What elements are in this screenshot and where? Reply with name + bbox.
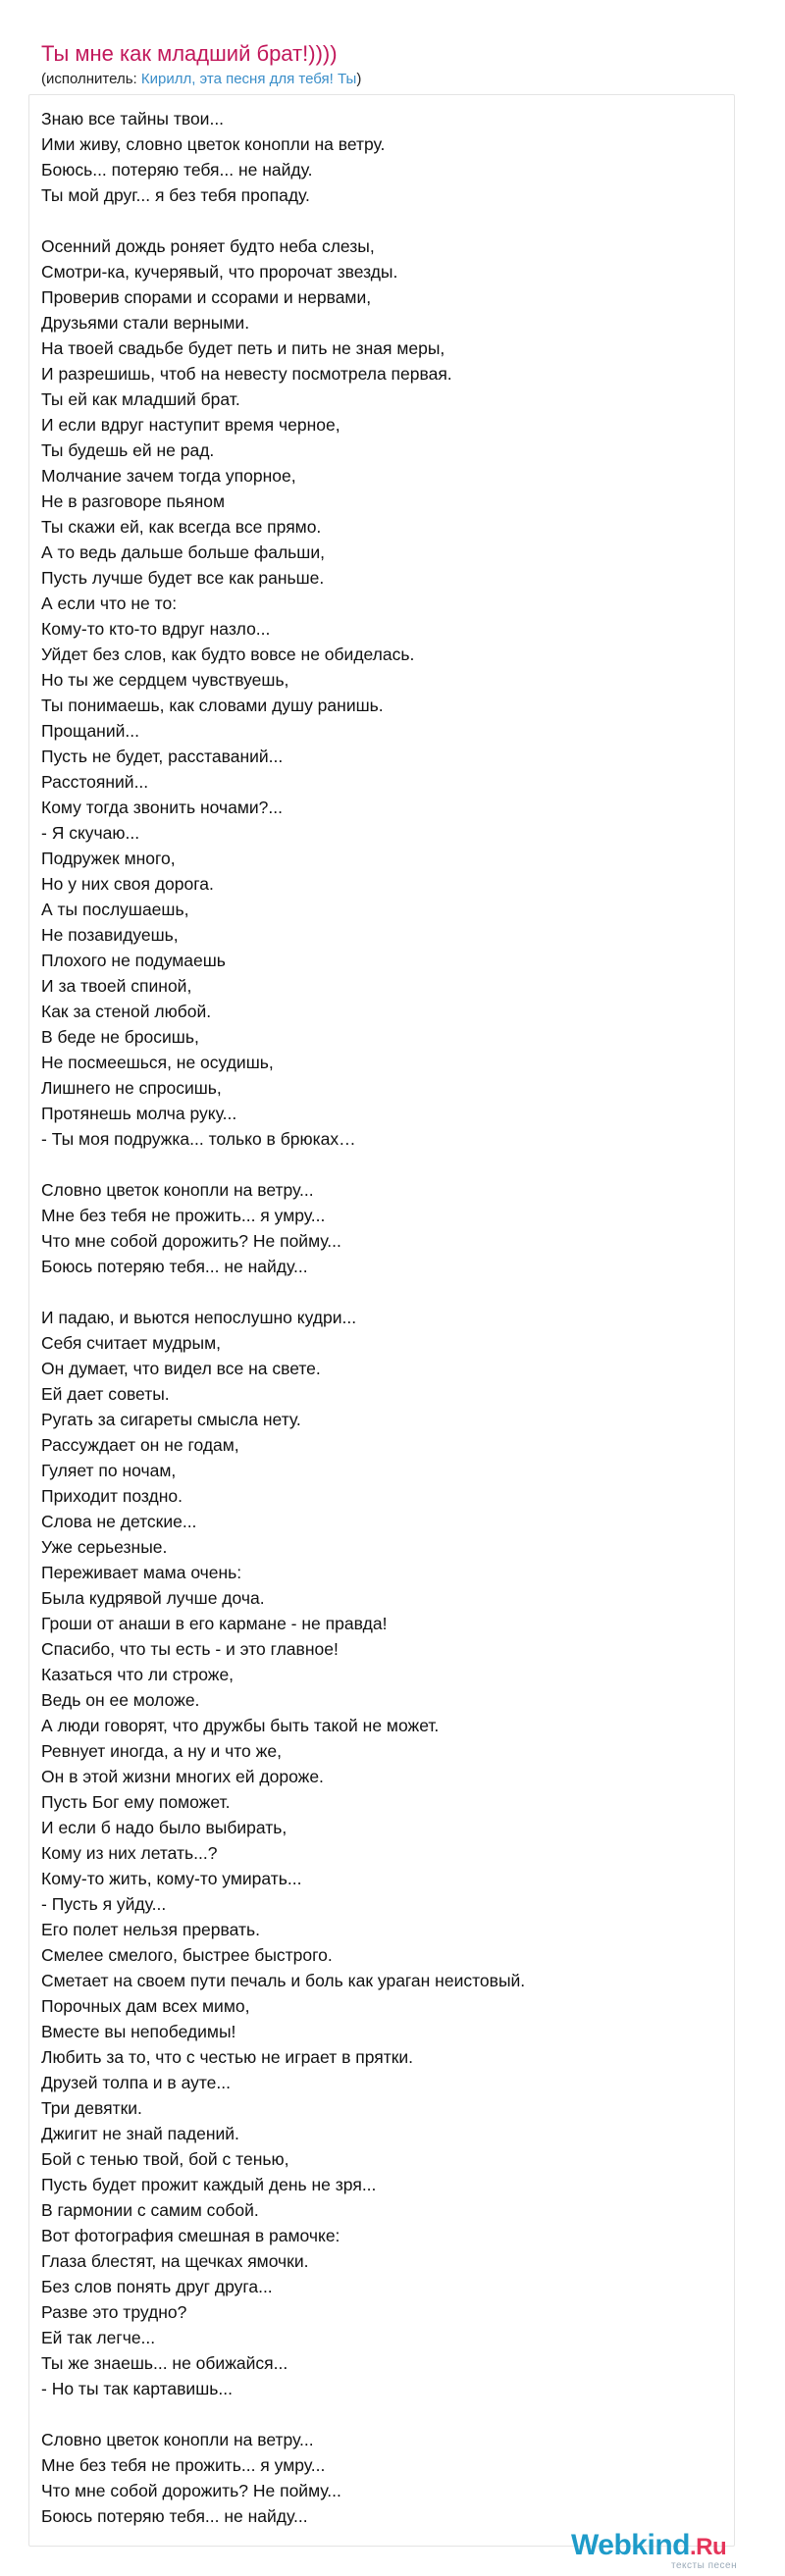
byline-suffix: ) [356,71,362,87]
logo-ru-text: .Ru [689,2534,727,2560]
byline-prefix: (исполнитель: [41,71,141,87]
lyrics-text: Знаю все тайны твои... Ими живу, словно цветок конопли на ветру. Боюсь... потеряю тебя... не найду. Ты мой друг... я без тебя пропаду. Осенний дождь роняет будто неба слезы, Смотри-ка, кучерявый, что пророчат звезды. Проверив спорами и ссорами и нервами, Друзьями стали верными. На твоей свадьбе будет петь и пить не зная меры, И разрешишь, чтоб на невесту посмотрела первая. Ты ей как младший брат. И если вдруг наступит время черное, Ты будешь ей не рад. Молчание зачем тогда упорное, Не в разговоре пьяном Ты скажи ей, как всегда все прямо. А то ведь дальше больше фальши, Пусть лучше будет все как раньше. А если что не то: Кому-то кто-то вдруг назло... Уйдет без слов, как будто вовсе не обиделась. Но ты же сердцем чувствуешь, Ты понимаешь, как словами душу ранишь. Прощаний... Пусть не будет, расставаний... Расстояний... Кому тогда звонить ночами?... - Я скучаю... Подружек много, Но у них своя дорога. А ты послушаешь, Не позавидуешь, Плохого не подумаешь И за твоей спиной, Как за стеной любой. В беде не бросишь, Не посмеешься, не осудишь, Лишнего не спросишь, Протянешь молча руку... - Ты моя подружка... только в брюках… Словно цветок конопли на ветру... Мне без тебя не прожить... я умру... Что мне собой дорожить? Не пойму... Боюсь потеряю тебя... не найду... И падаю, и вьются непослушно кудри... Себя считает мудрым, Он думает, что видел все на свете. Ей дает советы. Ругать за сигареты смысла нету. Рассуждает он не годам, Гуляет по ночам, Приходит поздно. Слова не детские... Уже серьезные. Переживает мама очень: Была кудрявой лучше доча. Гроши от анаши в его кармане - не правда! Спасибо, что ты есть - и это главное! Казаться что ли строже, Ведь он ее моложе. А люди говорят, что дружбы быть такой не может. Ревнует иногда, а ну и что же, Он в этой жизни многих ей дороже. Пусть Бог ему поможет. И если б надо было выбирать, Кому из них летать...? Кому-то жить, кому-то умирать... - Пусть я уйду... Его полет нельзя прервать. Смелее смелого, быстрее быстрого. Сметает на своем пути печаль и боль как ураган неистовый. Порочных дам всех мимо, Вместе вы непобедимы! Любить за то, что с честью не играет в прятки. Друзей толпа и в ауте... Три девятки. Джигит не знай падений. Бой с тенью твой, бой с тенью, Пусть будет прожит каждый день не зря... В гармонии с самим собой. Вот фотография смешная в рамочке: Глаза блестят, на щечках ямочки. Без слов понять друг друга... Разве это трудно? Ей так легче... Ты же знаешь... не обижайся... - Но ты так картавишь... Словно цветок конопли на ветру... Мне без тебя не прожить... я умру... Что мне собой дорожить? Не пойму... Боюсь потеряю тебя... не найду... [41,109,526,2526]
logo-wordmark [571,2529,726,2564]
webkind-logo[interactable] [571,2529,767,2572]
logo-subtitle: тексты песен [671,2560,738,2571]
logo-kind-text: kind [631,2529,690,2561]
logo-web-text: Web [571,2529,632,2561]
artist-link[interactable]: Кирилл, эта песня для тебя! Ты [140,71,357,87]
artist-byline [41,71,361,88]
song-title: Ты мне как младший брат!)))) [41,41,338,66]
